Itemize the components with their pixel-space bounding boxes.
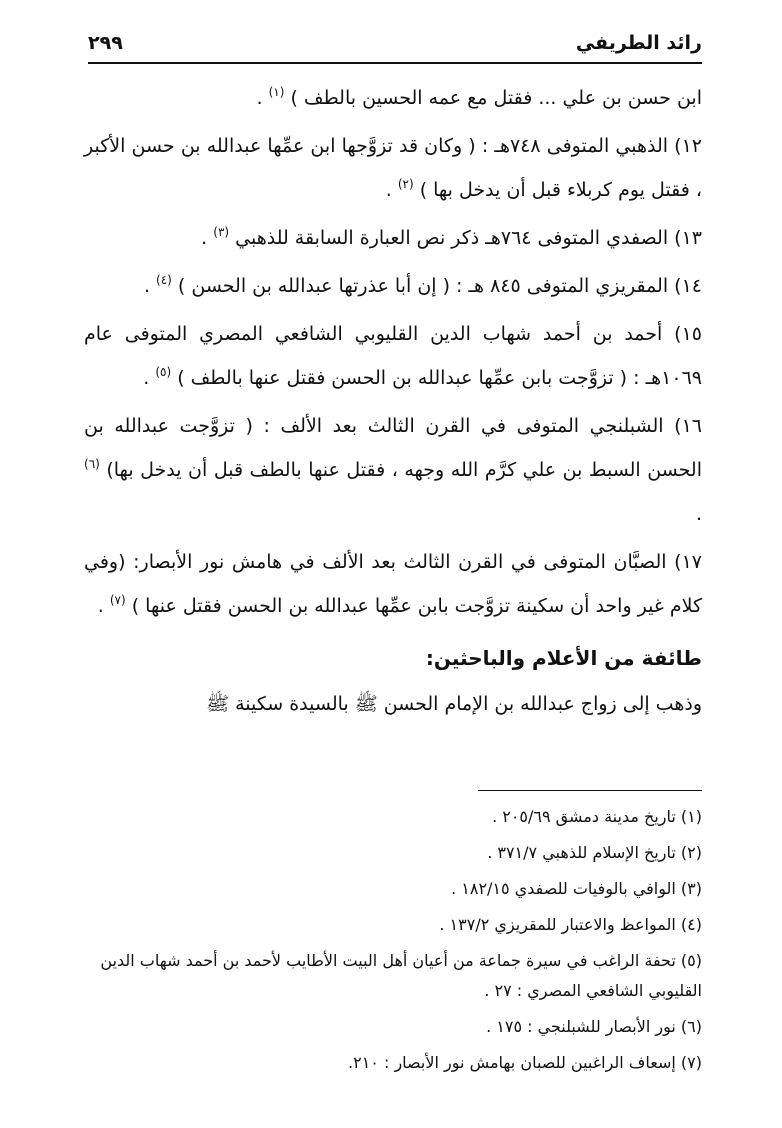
paragraph: [84, 76, 702, 120]
footnote-item: (٣) الوافي بالوفيات للصفدي ١٨٢/١٥ .: [451, 879, 702, 898]
paragraph-end: .: [143, 367, 150, 389]
footnote-item: (٤) المواعظ والاعتبار للمقريزي ١٣٧/٢ .: [439, 915, 702, 934]
opening-line: وذهب إلى زواج عبدالله بن الإمام الحسن ﷺ بالسيدة سكينة ﷺ: [206, 693, 702, 715]
paragraph: [84, 264, 702, 308]
paragraph-text: ١٥) أحمد بن أحمد شهاب الدين القليوبي الشافعي المصري المتوفى عام ١٠٦٩هـ : ( تزوَّجت بابن عمِّها عبدالله بن الحسن فقتل عنها بالطف ): [84, 323, 702, 389]
paragraph-end: .: [201, 227, 208, 249]
footnote-ref: (٤): [156, 273, 172, 287]
paragraph-end: .: [143, 275, 150, 297]
footnote-separator: [478, 790, 702, 791]
paragraph-end: .: [385, 179, 392, 201]
main-text: [84, 76, 702, 726]
footnote-ref: (٣): [213, 225, 230, 239]
paragraph-text: ١٢) الذهبي المتوفى ٧٤٨هـ : ( وكان قد تزوَّجها ابن عمِّها عبدالله بن حسن الأكبر ، فقتل يوم كربلاء قبل أن يدخل بها ): [84, 135, 702, 201]
paragraph-text: ١٤) المقريزي المتوفى ٨٤٥ هـ : ( إن أبا عذرتها عبدالله بن الحسن ): [177, 275, 702, 297]
footnote-item: (٥) تحفة الراغب في سيرة جماعة من أعيان أهل البيت الأطايب لأحمد بن أحمد شهاب الدين القليوبي الشافعي المصري : ٢٧ .: [100, 951, 702, 1000]
footnote-item: (٧) إسعاف الراغبين للصبان بهامش نور الأبصار : ٢١٠.: [348, 1053, 702, 1072]
paragraph-text: ١٦) الشبلنجي المتوفى في القرن الثالث بعد الألف : ( تزوَّجت عبدالله بن الحسن السبط بن علي كرَّم الله وجهه ، فقتل عنها بالطف قبل أن يدخل بها): [84, 415, 702, 481]
paragraph-text: ١٣) الصفدي المتوفى ٧٦٤هـ ذكر نص العبارة السابقة للذهبي: [235, 227, 702, 249]
running-title: رائد الطريفي: [575, 32, 702, 54]
paragraph: [84, 540, 702, 628]
paragraph-text: ١٧) الصبَّان المتوفى في القرن الثالث بعد الألف في هامش نور الأبصار: (وفي كلام غير واحد أن سكينة تزوَّجت بابن عمِّها عبدالله بن الحسن فقتل عنها ): [84, 551, 702, 617]
footnote-ref: (٦): [84, 457, 100, 471]
footnote-ref: (١): [268, 85, 285, 99]
paragraph-end: .: [695, 503, 702, 525]
paragraph: [84, 124, 702, 212]
footnote-ref: (٢): [397, 177, 414, 191]
footnote-item: (١) تاريخ مدينة دمشق ٢٠٥/٦٩ .: [492, 807, 702, 826]
paragraph-end: .: [97, 595, 104, 617]
paragraph: [84, 404, 702, 536]
page-header: [88, 28, 702, 68]
paragraph: [84, 312, 702, 400]
footnote-item: (٢) تاريخ الإسلام للذهبي ٣٧١/٧ .: [487, 843, 702, 862]
section-heading: طائفة من الأعلام والباحثين:: [425, 646, 702, 670]
header-rule: [88, 62, 702, 64]
footnotes: [80, 802, 702, 1084]
paragraph-text: ابن حسن بن علي ... فقتل مع عمه الحسين بالطف ): [290, 87, 702, 109]
page-number: ٢٩٩: [88, 32, 123, 54]
footnote-item: (٦) نور الأبصار للشبلنجي : ١٧٥ .: [486, 1017, 702, 1036]
footnote-ref: (٥): [155, 365, 172, 379]
footnote-ref: (٧): [109, 593, 126, 607]
paragraph-end: .: [256, 87, 263, 109]
paragraph: [84, 216, 702, 260]
